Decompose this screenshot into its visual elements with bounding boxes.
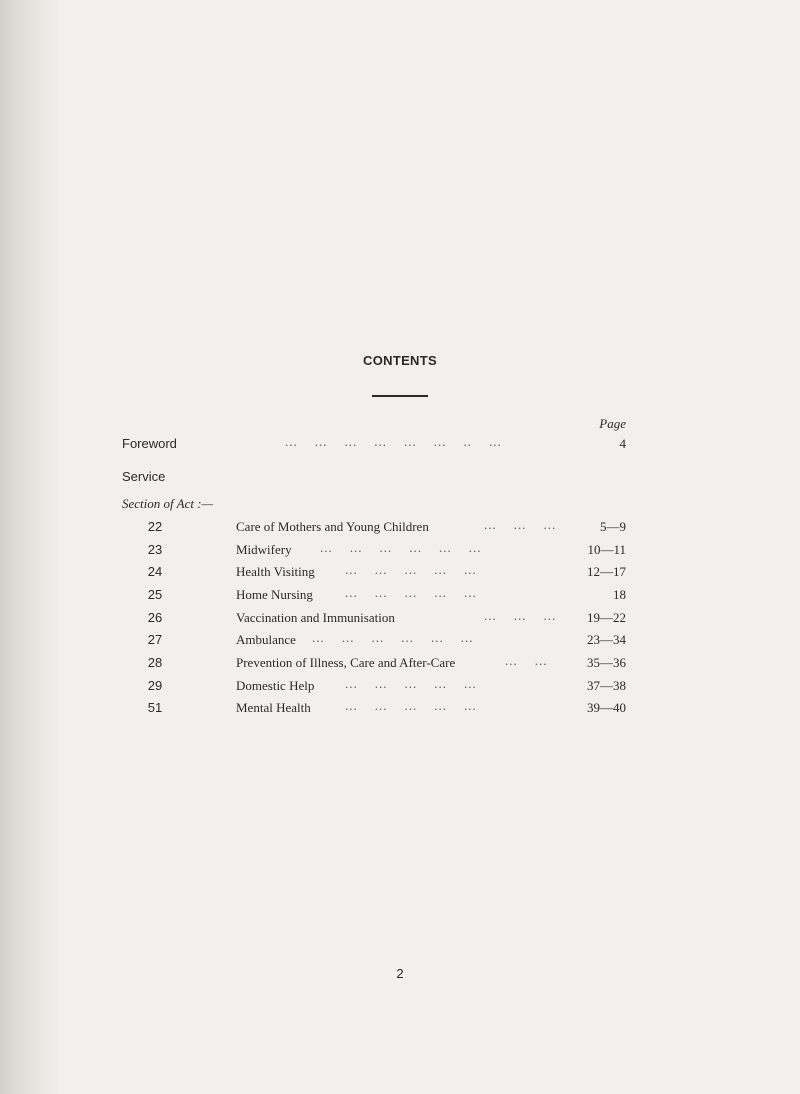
entry-title: Health Visiting <box>236 564 315 579</box>
section-number: 25 <box>147 587 163 602</box>
entry-title: Midwifery <box>236 542 292 557</box>
entry-pages: 18 <box>613 587 626 602</box>
leader-dots: ... ... ... ... ... ... <box>320 540 482 555</box>
leader-dots: ... ... ... ... ... <box>345 562 477 577</box>
leader-dots: ... ... ... ... ... <box>345 585 477 600</box>
entry-pages: 5—9 <box>600 519 626 534</box>
leader-dots: ... ... ... ... ... <box>345 676 477 691</box>
section-number: 51 <box>147 700 163 715</box>
entry-title: Home Nursing <box>236 587 313 602</box>
entry-pages: 10—11 <box>587 542 626 557</box>
page-edge-shadow <box>0 0 60 1094</box>
entry-pages: 23—34 <box>587 632 626 647</box>
section-number: 22 <box>147 519 163 534</box>
leader-dots: ... ... ... <box>484 517 557 532</box>
section-number: 24 <box>147 564 163 579</box>
leader-dots: ... ... ... ... ... ... <box>312 630 474 645</box>
entry-title: Care of Mothers and Young Children <box>236 519 429 534</box>
entry-pages: 37—38 <box>587 678 626 693</box>
entry-title: Prevention of Illness, Care and After-Care <box>236 655 456 670</box>
section-number: 27 <box>147 632 163 647</box>
foreword-label: Foreword <box>122 436 177 451</box>
page-column-heading: Page <box>599 416 626 431</box>
service-label: Service <box>122 469 166 484</box>
entry-title: Domestic Help <box>236 678 315 693</box>
entry-pages: 39—40 <box>587 700 626 715</box>
entry-pages: 35—36 <box>587 655 626 670</box>
title-rule <box>372 395 428 397</box>
foreword-page: 4 <box>619 436 626 451</box>
entry-title: Mental Health <box>236 700 311 715</box>
leader-dots: ... ... ... <box>484 608 557 623</box>
leader-dots: ... ... ... ... ... ... .. ... <box>285 434 502 449</box>
section-heading: Section of Act :— <box>122 496 214 511</box>
section-number: 29 <box>147 678 163 693</box>
entry-pages: 19—22 <box>587 610 626 625</box>
entry-pages: 12—17 <box>587 564 626 579</box>
contents-title: CONTENTS <box>363 353 437 368</box>
section-number: 26 <box>147 610 163 625</box>
section-number: 23 <box>147 542 163 557</box>
entry-title: Ambulance <box>236 632 296 647</box>
leader-dots: ... ... ... ... ... <box>345 698 477 713</box>
leader-dots: ... ... <box>505 653 548 668</box>
page-number: 2 <box>396 966 404 981</box>
section-number: 28 <box>147 655 163 670</box>
entry-title: Vaccination and Immunisation <box>236 610 395 625</box>
